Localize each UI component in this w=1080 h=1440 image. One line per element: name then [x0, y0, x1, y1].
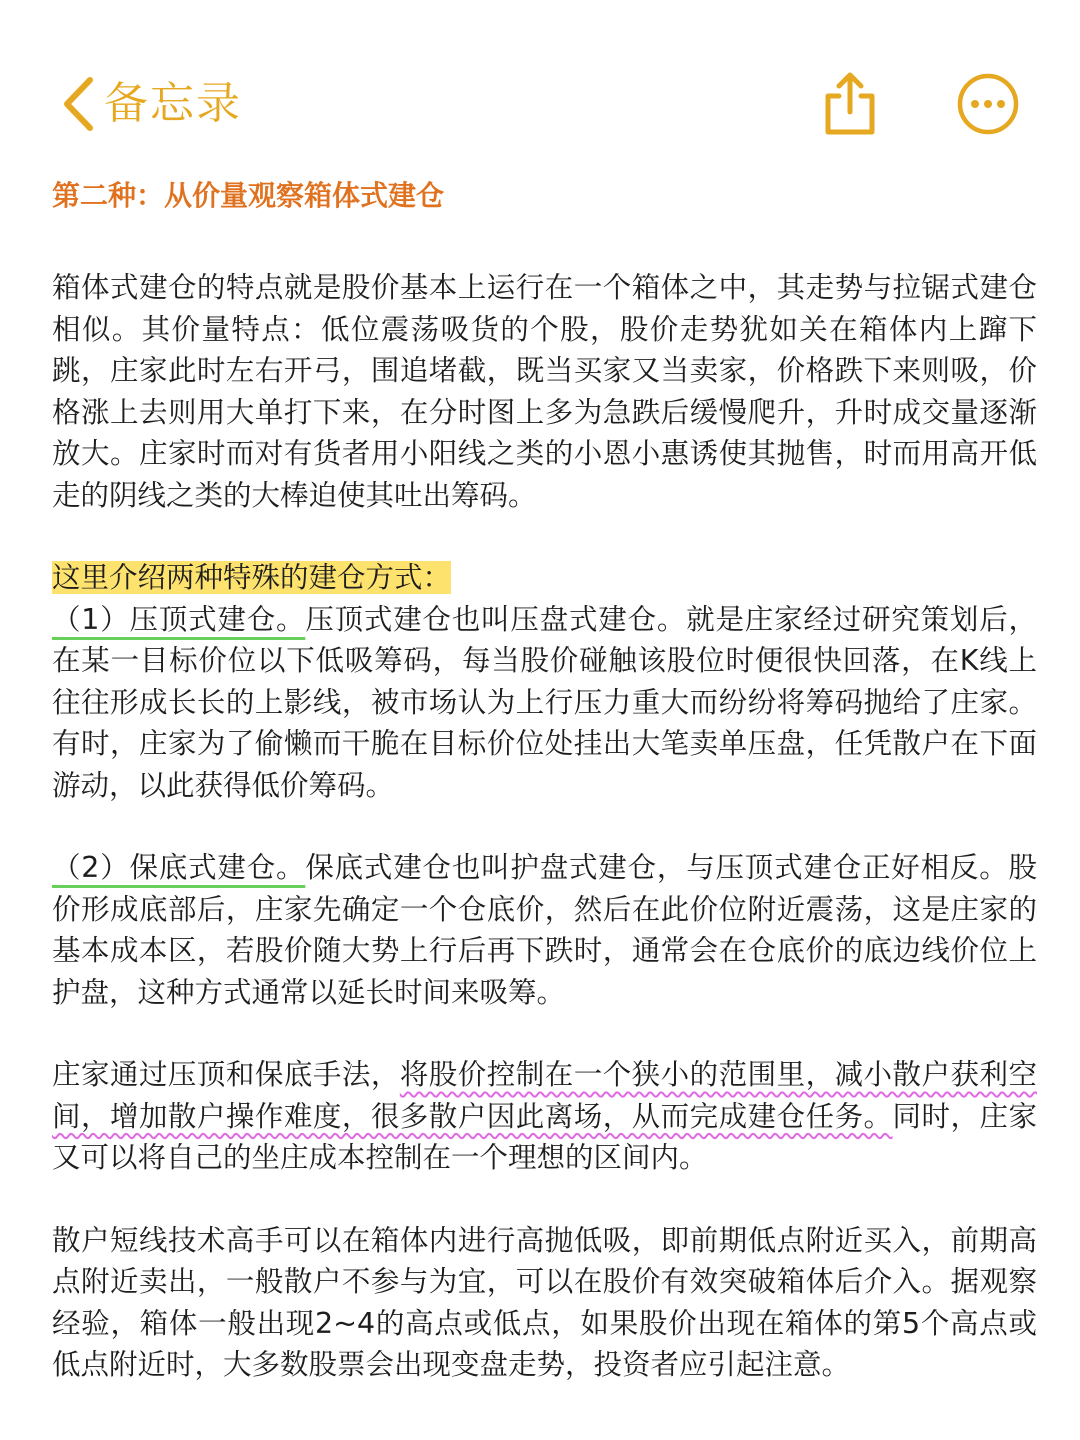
item2-body: 保底式建仓也叫护盘式建仓，与压顶式建仓正好相反。股价形成底部后，庄家先确定一个仓底价，然后在此价位附近震荡，这是庄家的基本成本区，若股价随大势上行后再下跌时，通常会在仓底价的底边线价位上护盘，这种方式通常以延长时间来吸筹。 [52, 851, 1037, 1009]
more-icon [956, 72, 1020, 136]
navigation-bar [0, 0, 1080, 160]
chevron-left-icon [62, 76, 94, 132]
more-button[interactable] [956, 72, 1020, 136]
item1-title: （1）压顶式建仓。 [52, 602, 306, 636]
share-button[interactable] [822, 70, 878, 136]
highlighted-intro: 这里介绍两种特殊的建仓方式： [52, 561, 452, 594]
paragraph-summary [52, 1054, 1037, 1179]
intro-line [52, 557, 1037, 599]
summary-marked: 将股价控制在一个狭小的范围里，减小散户获利空间，增加散户操作难度，很多散户因此离场，从而完成建仓任务。 [52, 1058, 1037, 1133]
back-label: 备忘录 [104, 78, 242, 129]
summary-start: 庄家通过压顶和保底手法， [52, 1058, 400, 1091]
item1-body: 压顶式建仓也叫压盘式建仓。就是庄家经过研究策划后，在某一目标价位以下低吸筹码，每当股价碰触该股位时便很快回落，在K线上往往形成长长的上影线，被市场认为上行压力重大而纷纷将筹码抛给了庄家。有时，庄家为了偷懒而干脆在目标价位处挂出大笔卖单压盘，任凭散户在下面游动，以此获得低价筹码。 [52, 602, 1037, 802]
paragraph-advice: 散户短线技术高手可以在箱体内进行高抛低吸，即前期低点附近买入，前期高点附近卖出，一般散户不参与为宜，可以在股价有效突破箱体后介入。据观察经验，箱体一般出现2~4的高点或低点，如果股价出现在箱体的第5个高点或低点附近时，大多数股票会出现变盘走势，投资者应引起注意。 [52, 1223, 1037, 1381]
summary-end: 同时，庄家又可以将自己的坐庄成本控制在一个理想的区间内。 [52, 1099, 1037, 1174]
share-icon [822, 70, 878, 136]
paragraph-box-method: 箱体式建仓的特点就是股价基本上运行在一个箱体之中，其走势与拉锯式建仓相似。其价量特点：低位震荡吸货的个股，股价走势犹如关在箱体内上蹿下跳，庄家此时左右开弓，围追堵截，既当买家又当卖家，价格跌下来则吸，价格涨上去则用大单打下来，在分时图上多为急跌后缓慢爬升，升时成交量逐渐放大。庄家时而对有货者用小阳线之类的小恩小惠诱使其抛售，时而用高开低走的阴线之类的大棒迫使其吐出筹码。 [52, 271, 1037, 512]
back-button[interactable] [62, 72, 242, 136]
paragraph-bottom-support [52, 847, 1037, 1013]
note-body[interactable] [52, 172, 1037, 1386]
paragraph-top-pressure [52, 599, 1037, 807]
note-heading: 第二种：从价量观察箱体式建仓 [52, 179, 445, 212]
item2-title: （2）保底式建仓。 [52, 851, 306, 884]
